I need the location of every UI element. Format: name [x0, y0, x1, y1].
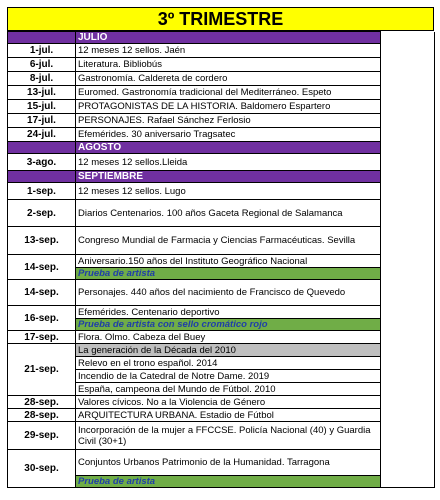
table-row: [8, 422, 435, 450]
table-row: [8, 58, 435, 72]
table-row: [8, 86, 435, 100]
issue-title: PERSONAJES. Rafael Sánchez Ferlosio: [76, 114, 381, 128]
issue-title: Congreso Mundial de Farmacia y Ciencias Farmacéuticas. Sevilla: [76, 227, 381, 255]
issue-date: 1-sep.: [8, 183, 76, 200]
table-row: [8, 200, 435, 227]
issue-title: Aniversario.150 años del Instituto Geográfico Nacional: [76, 255, 381, 268]
month-header-septiembre: [8, 171, 435, 183]
table-row: [8, 450, 435, 476]
issue-title: Efemérides. 30 aniversario Tragsatec: [76, 128, 381, 142]
issue-date: 30-sep.: [8, 450, 76, 488]
issue-date: 21-sep.: [8, 344, 76, 396]
artist-proof-label: Prueba de artista: [76, 476, 381, 488]
issue-title: Personajes. 440 años del nacimiento de Francisco de Quevedo: [76, 280, 381, 306]
month-label: SEPTIEMBRE: [76, 171, 381, 183]
table-row: [8, 409, 435, 422]
issue-date: 29-sep.: [8, 422, 76, 450]
month-label: JULIO: [76, 32, 381, 44]
issue-date: 17-jul.: [8, 114, 76, 128]
sheet-title: 3º TRIMESTRE: [7, 7, 434, 31]
issue-date: 28-sep.: [8, 409, 76, 422]
issue-title: Incorporación de la mujer a FFCCSE. Policía Nacional (40) y Guardia Civil (30+1): [76, 422, 381, 450]
issue-date: 14-sep.: [8, 255, 76, 280]
issue-date: 6-jul.: [8, 58, 76, 72]
table-row: [8, 344, 435, 357]
issue-title: España, campeona del Mundo de Fútbol. 2010: [76, 383, 381, 396]
issue-title: Flora. Olmo. Cabeza del Buey: [76, 331, 381, 344]
issue-date: 3-ago.: [8, 154, 76, 171]
issue-title: Efemérides. Centenario deportivo: [76, 306, 381, 319]
table-row: [8, 100, 435, 114]
table-row: [8, 44, 435, 58]
issue-title: Relevo en el trono español. 2014: [76, 357, 381, 370]
issue-date: 13-jul.: [8, 86, 76, 100]
issue-date: 24-jul.: [8, 128, 76, 142]
issue-date: 2-sep.: [8, 200, 76, 227]
issue-date: 8-jul.: [8, 72, 76, 86]
issue-title: La generación de la Década del 2010: [76, 344, 381, 357]
issue-date: 1-jul.: [8, 44, 76, 58]
table-row: [8, 183, 435, 200]
table-row: [8, 280, 435, 306]
stamp-calendar-sheet: [7, 7, 434, 488]
issue-title: 12 meses 12 sellos. Lugo: [76, 183, 381, 200]
issue-date: 15-jul.: [8, 100, 76, 114]
table-row: [8, 154, 435, 171]
month-header-julio: [8, 32, 435, 44]
artist-proof-label: Prueba de artista con sello cromático rojo: [76, 319, 381, 331]
issue-title: Valores cívicos. No a la Violencia de Género: [76, 396, 381, 409]
table-row: [8, 396, 435, 409]
issues-table: [7, 31, 435, 488]
issue-title: 12 meses 12 sellos.Lleida: [76, 154, 381, 171]
issue-title: ARQUITECTURA URBANA. Estadio de Fútbol: [76, 409, 381, 422]
issue-title: 12 meses 12 sellos. Jaén: [76, 44, 381, 58]
issue-title: Conjuntos Urbanos Patrimonio de la Humanidad. Tarragona: [76, 450, 381, 476]
artist-proof-label: Prueba de artista: [76, 268, 381, 280]
month-header-agosto: [8, 142, 435, 154]
table-row: [8, 72, 435, 86]
table-row: [8, 255, 435, 268]
issue-date: 14-sep.: [8, 280, 76, 306]
issue-title: Diarios Centenarios. 100 años Gaceta Regional de Salamanca: [76, 200, 381, 227]
issue-title: Euromed. Gastronomía tradicional del Mediterráneo. Espeto: [76, 86, 381, 100]
issue-date: 16-sep.: [8, 306, 76, 331]
issue-date: 13-sep.: [8, 227, 76, 255]
issue-title: Literatura. Bibliobús: [76, 58, 381, 72]
table-row: [8, 331, 435, 344]
table-row: [8, 128, 435, 142]
table-row: [8, 114, 435, 128]
table-row: [8, 306, 435, 319]
table-row: [8, 227, 435, 255]
issue-date: 17-sep.: [8, 331, 76, 344]
issue-title: Incendio de la Catedral de Notre Dame. 2019: [76, 370, 381, 383]
issue-date: 28-sep.: [8, 396, 76, 409]
month-label: AGOSTO: [76, 142, 381, 154]
issue-title: PROTAGONISTAS DE LA HISTORIA. Baldomero Espartero: [76, 100, 381, 114]
issue-title: Gastronomía. Caldereta de cordero: [76, 72, 381, 86]
